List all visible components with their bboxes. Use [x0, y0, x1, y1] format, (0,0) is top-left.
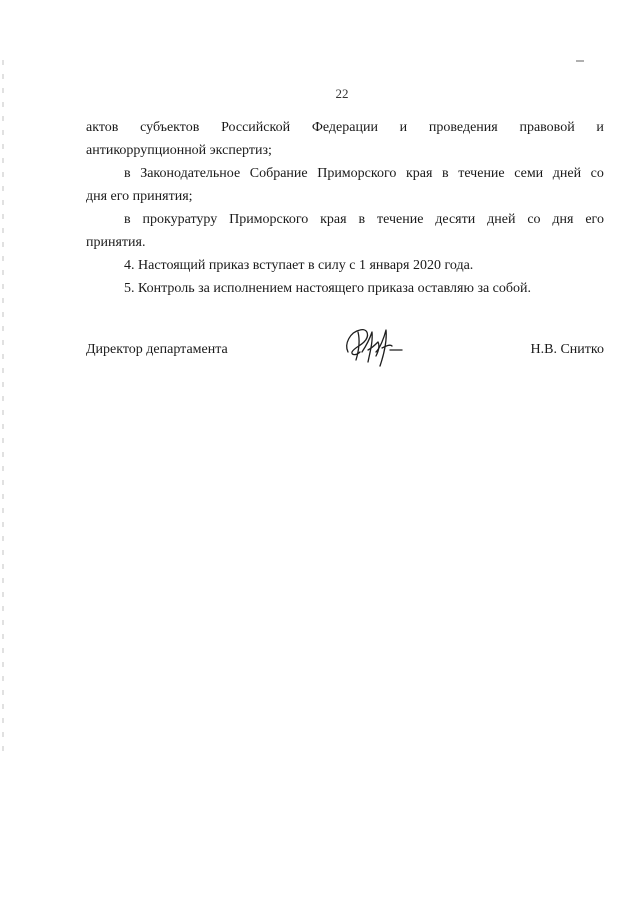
page-number: 22: [335, 86, 349, 101]
word: актов: [86, 120, 119, 135]
word: дней: [487, 212, 516, 227]
paragraph-2-line-2: дня его принятия;: [86, 189, 193, 204]
word: проведения: [428, 120, 498, 135]
signature-block: [86, 322, 604, 372]
word: Собрание: [249, 166, 308, 181]
signatory-name: Н.В. Снитко: [530, 342, 604, 357]
word: правовой: [519, 120, 575, 135]
word: прокуратуру: [142, 212, 218, 227]
word: и: [399, 120, 408, 135]
word: течение: [376, 212, 424, 227]
word: субъектов: [140, 120, 200, 135]
word: дня: [552, 212, 574, 227]
paragraph-5: 5. Контроль за исполнением настоящего приказа оставляю за собой.: [124, 281, 532, 296]
word: со: [527, 212, 541, 227]
scan-corner-mark: [576, 60, 584, 62]
word: в: [358, 212, 366, 227]
word: Приморского: [317, 166, 397, 181]
paragraph-1-line-1: [86, 116, 604, 139]
paragraph-3-line-1: [86, 208, 604, 231]
word: в: [124, 166, 131, 181]
word: Законодательное: [140, 166, 241, 181]
word: Приморского: [229, 212, 309, 227]
word: Российской: [221, 120, 291, 135]
word: Федерации: [311, 120, 378, 135]
word: и: [596, 120, 604, 135]
word: десяти: [435, 212, 476, 227]
word: течение: [458, 166, 505, 181]
word: в: [442, 166, 449, 181]
word: дней: [552, 166, 582, 181]
word: края: [320, 212, 347, 227]
document-body: [86, 116, 604, 300]
signatory-title: Директор департамента: [86, 342, 228, 357]
word: семи: [514, 166, 544, 181]
word: края: [405, 166, 433, 181]
paragraph-2-line-1: [86, 162, 604, 185]
handwritten-signature: [342, 322, 406, 368]
scan-edge-marks: [2, 60, 4, 760]
paragraph-1-line-2: антикоррупционной экспертиз;: [86, 143, 272, 158]
word: в: [124, 212, 131, 227]
word: его: [585, 212, 604, 227]
word: со: [590, 166, 604, 181]
paragraph-3-line-2: принятия.: [86, 235, 146, 250]
paragraph-4: 4. Настоящий приказ вступает в силу с 1 января 2020 года.: [124, 258, 474, 273]
